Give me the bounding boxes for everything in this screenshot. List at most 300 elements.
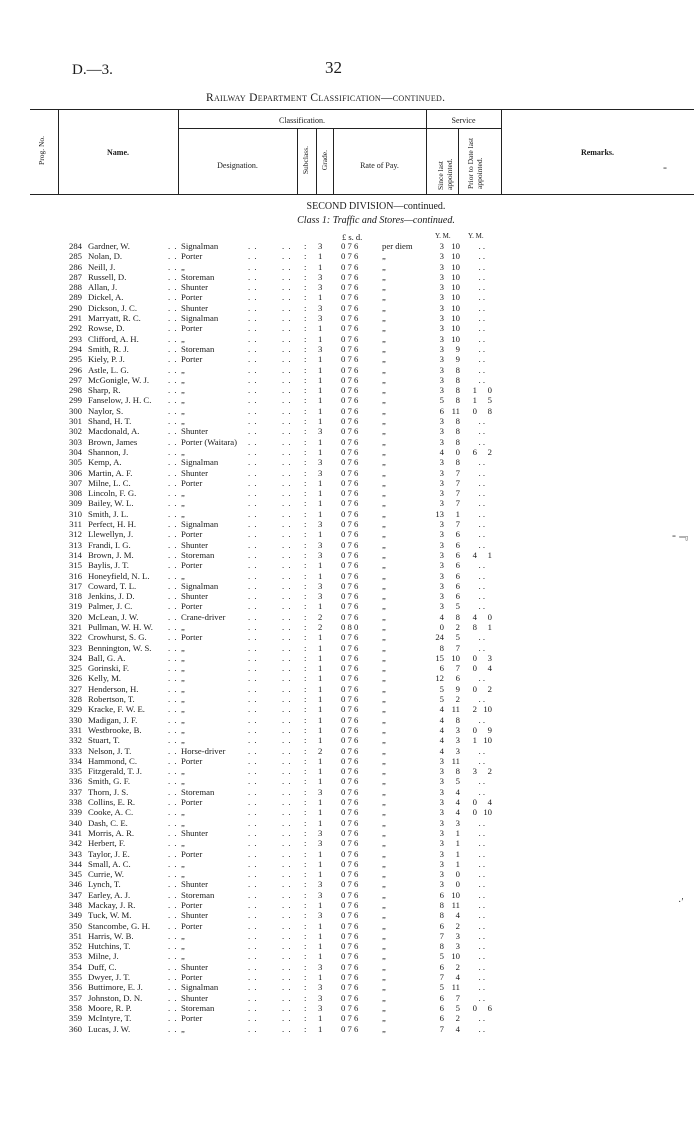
row-rate: 0 7 6 (341, 570, 359, 581)
row-rate: 0 7 6 (341, 961, 359, 972)
row-rate: 0 7 6 (341, 364, 359, 375)
table-row (0, 272, 700, 282)
leader-dots: . . (282, 807, 292, 818)
row-designation: Storeman (181, 271, 215, 282)
row-service-years: 3 (439, 364, 444, 375)
table-row (0, 560, 700, 570)
prior-empty-dots: . . (478, 900, 485, 910)
row-designation: „ (181, 869, 185, 880)
row-rate-note: „ (382, 735, 386, 746)
row-designation: „ (181, 395, 185, 406)
prior-empty-dots: . . (478, 498, 485, 509)
prior-empty-dots: . . (478, 858, 485, 869)
prior-empty-dots: . . (478, 827, 485, 838)
row-prior-months: 9 (487, 724, 492, 735)
prior-empty-dots: . . (478, 539, 485, 550)
row-subclass: 1 (318, 333, 323, 344)
leader-dots: . . (168, 838, 178, 849)
row-prog-no: 359 (68, 1013, 82, 1024)
leader-dots: . . (168, 570, 178, 581)
row-name: Johnston, D. N. (88, 992, 143, 1003)
table-row (0, 540, 700, 550)
header-designation: Designation. (217, 161, 258, 170)
leader-dots: . . (248, 529, 258, 540)
row-name: Bailey, W. L. (88, 498, 134, 509)
prior-empty-dots: . . (478, 632, 485, 643)
row-designation: „ (181, 364, 185, 375)
row-prior-months: 2 (487, 766, 492, 777)
row-designation: „ (181, 941, 185, 952)
leader-dots: : (304, 1013, 307, 1024)
leader-dots: . . (248, 827, 258, 838)
table-row (0, 385, 700, 395)
leader-dots: . . (168, 426, 178, 437)
row-prog-no: 311 (69, 519, 82, 530)
leader-dots: . . (248, 261, 258, 272)
table-row (0, 643, 700, 653)
row-name: Jenkins, J. D. (88, 591, 135, 602)
row-service-months: 1 (455, 838, 460, 849)
table-row (0, 1024, 700, 1034)
row-prior-months: 4 (487, 797, 492, 808)
table-row (0, 972, 700, 982)
row-rate-note: „ (382, 920, 386, 931)
leader-dots: . . (168, 611, 178, 622)
row-prog-no: 298 (68, 385, 82, 396)
leader-dots: : (304, 292, 307, 303)
table-row (0, 529, 700, 539)
row-subclass: 1 (318, 673, 323, 684)
row-service-months: 1 (455, 508, 460, 519)
leader-dots: . . (168, 858, 178, 869)
row-service-months: 6 (455, 580, 460, 591)
row-service-months: 10 (451, 292, 460, 303)
row-subclass: 1 (318, 436, 323, 447)
row-rate: 0 7 6 (341, 745, 359, 756)
table-row (0, 725, 700, 735)
row-subclass: 1 (318, 508, 323, 519)
leader-dots: . . (168, 961, 178, 972)
leader-dots: . . (282, 302, 292, 313)
row-subclass: 1 (318, 642, 323, 653)
row-subclass: 1 (318, 930, 323, 941)
leader-dots: : (304, 251, 307, 262)
row-subclass: 3 (318, 457, 323, 468)
row-name: McLean, J. W. (88, 611, 139, 622)
row-rate: 0 7 6 (341, 694, 359, 705)
leader-dots: . . (168, 704, 178, 715)
row-designation: „ (181, 951, 185, 962)
row-designation: „ (181, 807, 185, 818)
row-prog-no: 308 (68, 488, 82, 499)
row-service-years: 3 (439, 519, 444, 530)
row-service-months: 7 (455, 663, 460, 674)
row-service-months: 11 (451, 982, 460, 993)
row-rate-note: „ (382, 580, 386, 591)
table-row (0, 890, 700, 900)
leader-dots: . . (168, 776, 178, 787)
row-name: Thorn, J. S. (88, 786, 129, 797)
row-subclass: 3 (318, 1002, 323, 1013)
leader-dots: . . (282, 766, 292, 777)
row-name: Cooke, A. C. (88, 807, 134, 818)
leader-dots: : (304, 549, 307, 560)
leader-dots: . . (248, 941, 258, 952)
row-rate: 0 7 6 (341, 683, 359, 694)
row-service-years: 3 (439, 261, 444, 272)
leader-dots: . . (168, 354, 178, 365)
leader-dots: : (304, 776, 307, 787)
unit-since: Y. M. (435, 232, 451, 240)
row-subclass: 1 (318, 941, 323, 952)
leader-dots: . . (282, 446, 292, 457)
row-designation: „ (181, 663, 185, 674)
row-rate: 0 7 6 (341, 477, 359, 488)
row-designation: Shunter (181, 282, 209, 293)
leader-dots: . . (282, 869, 292, 880)
row-prog-no: 316 (68, 570, 82, 581)
row-designation: „ (181, 333, 185, 344)
leader-dots: . . (282, 611, 292, 622)
prior-empty-dots: . . (478, 694, 485, 705)
table-top-rule (30, 109, 694, 110)
row-rate: 0 7 6 (341, 776, 359, 787)
leader-dots: . . (168, 797, 178, 808)
leader-dots: : (304, 920, 307, 931)
row-rate-note: „ (382, 827, 386, 838)
leader-dots: . . (248, 673, 258, 684)
table-row (0, 756, 700, 766)
row-prog-no: 315 (68, 560, 82, 571)
row-name: Allan, J. (88, 282, 118, 293)
leader-dots: . . (282, 261, 292, 272)
leader-dots: . . (168, 889, 178, 900)
row-service-months: 7 (455, 642, 460, 653)
row-service-years: 3 (439, 838, 444, 849)
row-rate-note: „ (382, 848, 386, 859)
leader-dots: . . (248, 838, 258, 849)
row-rate: 0 7 6 (341, 704, 359, 715)
leader-dots: . . (248, 982, 258, 993)
row-rate-note: „ (382, 292, 386, 303)
table-row (0, 859, 700, 869)
row-rate-note: „ (382, 282, 386, 293)
leader-dots: . . (282, 632, 292, 643)
prior-empty-dots: . . (478, 323, 485, 334)
leader-dots: . . (168, 766, 178, 777)
leader-dots: . . (168, 601, 178, 612)
row-rate: 0 7 6 (341, 982, 359, 993)
row-prior-years: 6 (472, 446, 477, 457)
row-rate: 0 7 6 (341, 560, 359, 571)
row-subclass: 1 (318, 385, 323, 396)
row-subclass: 3 (318, 343, 323, 354)
leader-dots: . . (168, 539, 178, 550)
leader-dots: . . (168, 941, 178, 952)
table-row (0, 426, 700, 436)
leader-dots: : (304, 621, 307, 632)
row-subclass: 3 (318, 786, 323, 797)
row-name: Rowse, D. (88, 323, 125, 334)
prior-empty-dots: . . (478, 488, 485, 499)
leader-dots: . . (282, 848, 292, 859)
row-service-months: 5 (455, 601, 460, 612)
leader-dots: . . (282, 323, 292, 334)
row-rate: 0 7 6 (341, 539, 359, 550)
prior-empty-dots: . . (478, 879, 485, 890)
row-prog-no: 317 (68, 580, 82, 591)
row-service-years: 5 (439, 683, 444, 694)
leader-dots: . . (248, 374, 258, 385)
row-rate-note: „ (382, 797, 386, 808)
row-service-years: 4 (439, 735, 444, 746)
row-name: Astle, L. G. (88, 364, 129, 375)
leader-dots: : (304, 642, 307, 653)
leader-dots: : (304, 323, 307, 334)
leader-dots: . . (168, 735, 178, 746)
row-subclass: 1 (318, 724, 323, 735)
row-rate: 0 7 6 (341, 271, 359, 282)
leader-dots: . . (168, 385, 178, 396)
row-prog-no: 339 (68, 807, 82, 818)
row-prog-no: 296 (68, 364, 82, 375)
leader-dots: . . (282, 519, 292, 530)
prior-empty-dots: . . (478, 457, 485, 468)
leader-dots: . . (282, 601, 292, 612)
row-name: Collins, E. R. (88, 797, 136, 808)
table-row (0, 715, 700, 725)
leader-dots: . . (168, 663, 178, 674)
row-prog-no: 284 (68, 241, 82, 251)
leader-dots: . . (282, 992, 292, 1003)
row-name: Lynch, T. (88, 879, 121, 890)
row-name: Honeyfield, N. L. (88, 570, 150, 581)
row-subclass: 3 (318, 549, 323, 560)
row-prog-no: 352 (68, 941, 82, 952)
row-service-years: 3 (439, 374, 444, 385)
leader-dots: : (304, 467, 307, 478)
row-rate-note: „ (382, 817, 386, 828)
leader-dots: . . (168, 549, 178, 560)
row-subclass: 3 (318, 889, 323, 900)
row-rate-note: „ (382, 961, 386, 972)
prior-empty-dots: . . (478, 282, 485, 293)
row-name: Bennington, W. S. (88, 642, 152, 653)
row-designation: Porter (181, 354, 203, 365)
row-name: Currie, W. (88, 869, 124, 880)
row-subclass: 1 (318, 755, 323, 766)
leader-dots: . . (168, 374, 178, 385)
row-service-months: 5 (455, 632, 460, 643)
table-row (0, 519, 700, 529)
leader-dots: : (304, 632, 307, 643)
row-prior-years: 0 (472, 797, 477, 808)
leader-dots: : (304, 910, 307, 921)
row-service-years: 5 (439, 951, 444, 962)
row-service-months: 1 (455, 858, 460, 869)
table-row (0, 344, 700, 354)
table-row (0, 818, 700, 828)
row-service-months: 11 (451, 755, 460, 766)
prior-empty-dots: . . (478, 467, 485, 478)
leader-dots: . . (282, 745, 292, 756)
leader-dots: : (304, 539, 307, 550)
row-prior-years: 1 (472, 735, 477, 746)
row-rate-note: „ (382, 807, 386, 818)
row-service-years: 3 (439, 797, 444, 808)
leader-dots: . . (282, 549, 292, 560)
leader-dots: . . (282, 735, 292, 746)
row-service-months: 9 (455, 343, 460, 354)
row-subclass: 1 (318, 477, 323, 488)
row-subclass: 1 (318, 261, 323, 272)
leader-dots: . . (282, 642, 292, 653)
row-designation: Porter (181, 797, 203, 808)
table-row (0, 704, 700, 714)
prior-empty-dots: . . (478, 416, 485, 427)
row-service-years: 3 (439, 776, 444, 787)
table-row (0, 787, 700, 797)
row-designation: Porter (181, 251, 203, 262)
row-service-months: 10 (451, 302, 460, 313)
row-designation: Porter (181, 632, 203, 643)
row-name: Sharp, R. (88, 385, 121, 396)
leader-dots: . . (248, 385, 258, 396)
leader-dots: : (304, 797, 307, 808)
row-subclass: 3 (318, 838, 323, 849)
row-prior-months: 1 (487, 549, 492, 560)
row-service-months: 4 (455, 972, 460, 983)
row-rate: 0 7 6 (341, 724, 359, 735)
leader-dots: . . (168, 642, 178, 653)
row-rate-note: „ (382, 570, 386, 581)
row-service-months: 6 (455, 539, 460, 550)
table-row (0, 653, 700, 663)
row-subclass: 1 (318, 405, 323, 416)
row-service-years: 4 (439, 724, 444, 735)
row-prog-no: 310 (68, 508, 82, 519)
row-rate: 0 7 6 (341, 755, 359, 766)
row-name: Kracke, F. W. E. (88, 704, 145, 715)
row-prog-no: 325 (68, 663, 82, 674)
scan-mark: -﹃ (672, 528, 688, 542)
row-prog-no: 297 (68, 374, 82, 385)
row-rate-note: „ (382, 343, 386, 354)
row-service-months: 8 (455, 426, 460, 437)
prior-empty-dots: . . (478, 261, 485, 272)
row-designation: Porter (Waitara) (181, 436, 237, 447)
row-designation: Signalman (181, 457, 219, 468)
table-row (0, 612, 700, 622)
prior-empty-dots: . . (478, 941, 485, 952)
table-row (0, 982, 700, 992)
leader-dots: : (304, 374, 307, 385)
row-service-months: 3 (455, 941, 460, 952)
row-rate: 0 7 6 (341, 354, 359, 365)
row-rate: 0 7 6 (341, 498, 359, 509)
row-subclass: 1 (318, 652, 323, 663)
prior-empty-dots: . . (478, 714, 485, 725)
row-prior-months: 8 (487, 405, 492, 416)
prior-empty-dots: . . (478, 570, 485, 581)
prior-empty-dots: . . (478, 755, 485, 766)
row-prog-no: 323 (68, 642, 82, 653)
row-subclass: 3 (318, 539, 323, 550)
row-rate-note: „ (382, 333, 386, 344)
leader-dots: . . (248, 488, 258, 499)
row-service-years: 3 (439, 282, 444, 293)
row-rate: 0 7 6 (341, 807, 359, 818)
row-prog-no: 351 (68, 930, 82, 941)
leader-dots: . . (168, 694, 178, 705)
row-subclass: 3 (318, 241, 323, 251)
row-prog-no: 329 (68, 704, 82, 715)
table-row (0, 797, 700, 807)
row-service-years: 3 (439, 488, 444, 499)
row-service-months: 6 (455, 560, 460, 571)
leader-dots: . . (248, 920, 258, 931)
row-service-months: 4 (455, 910, 460, 921)
row-rate-note: „ (382, 560, 386, 571)
leader-dots: . . (248, 601, 258, 612)
row-subclass: 1 (318, 498, 323, 509)
leader-dots: . . (282, 241, 292, 251)
leader-dots: . . (168, 972, 178, 983)
row-service-years: 6 (439, 663, 444, 674)
unit-prior: Y. M. (468, 232, 484, 240)
row-prior-months: 10 (483, 807, 492, 818)
row-rate: 0 7 6 (341, 838, 359, 849)
row-name: Kemp, A. (88, 457, 122, 468)
row-subclass: 1 (318, 848, 323, 859)
prior-empty-dots: . . (478, 601, 485, 612)
leader-dots: . . (168, 714, 178, 725)
leader-dots: . . (282, 591, 292, 602)
row-name: Ball, G. A. (88, 652, 126, 663)
row-service-months: 0 (455, 869, 460, 880)
leader-dots: . . (248, 508, 258, 519)
leader-dots: . . (248, 560, 258, 571)
leader-dots: . . (282, 776, 292, 787)
row-rate: 0 7 6 (341, 1002, 359, 1013)
leader-dots: : (304, 580, 307, 591)
row-service-years: 3 (439, 426, 444, 437)
row-prior-years: 0 (472, 663, 477, 674)
table-row (0, 365, 700, 375)
leader-dots: . . (248, 869, 258, 880)
row-name: Dickson, J. C. (88, 302, 137, 313)
row-service-months: 6 (455, 529, 460, 540)
row-service-years: 6 (439, 889, 444, 900)
row-rate-note: „ (382, 498, 386, 509)
row-rate-note: „ (382, 313, 386, 324)
row-service-years: 6 (439, 920, 444, 931)
row-designation: „ (181, 817, 185, 828)
prior-empty-dots: . . (478, 477, 485, 488)
leader-dots: . . (248, 416, 258, 427)
prior-empty-dots: . . (478, 426, 485, 437)
table-row (0, 457, 700, 467)
leader-dots: . . (168, 488, 178, 499)
leader-dots: : (304, 508, 307, 519)
row-subclass: 1 (318, 972, 323, 983)
row-subclass: 1 (318, 292, 323, 303)
row-prior-months: 3 (487, 652, 492, 663)
row-rate: 0 7 6 (341, 529, 359, 540)
row-rate: 0 7 6 (341, 827, 359, 838)
leader-dots: . . (282, 580, 292, 591)
leader-dots: : (304, 766, 307, 777)
